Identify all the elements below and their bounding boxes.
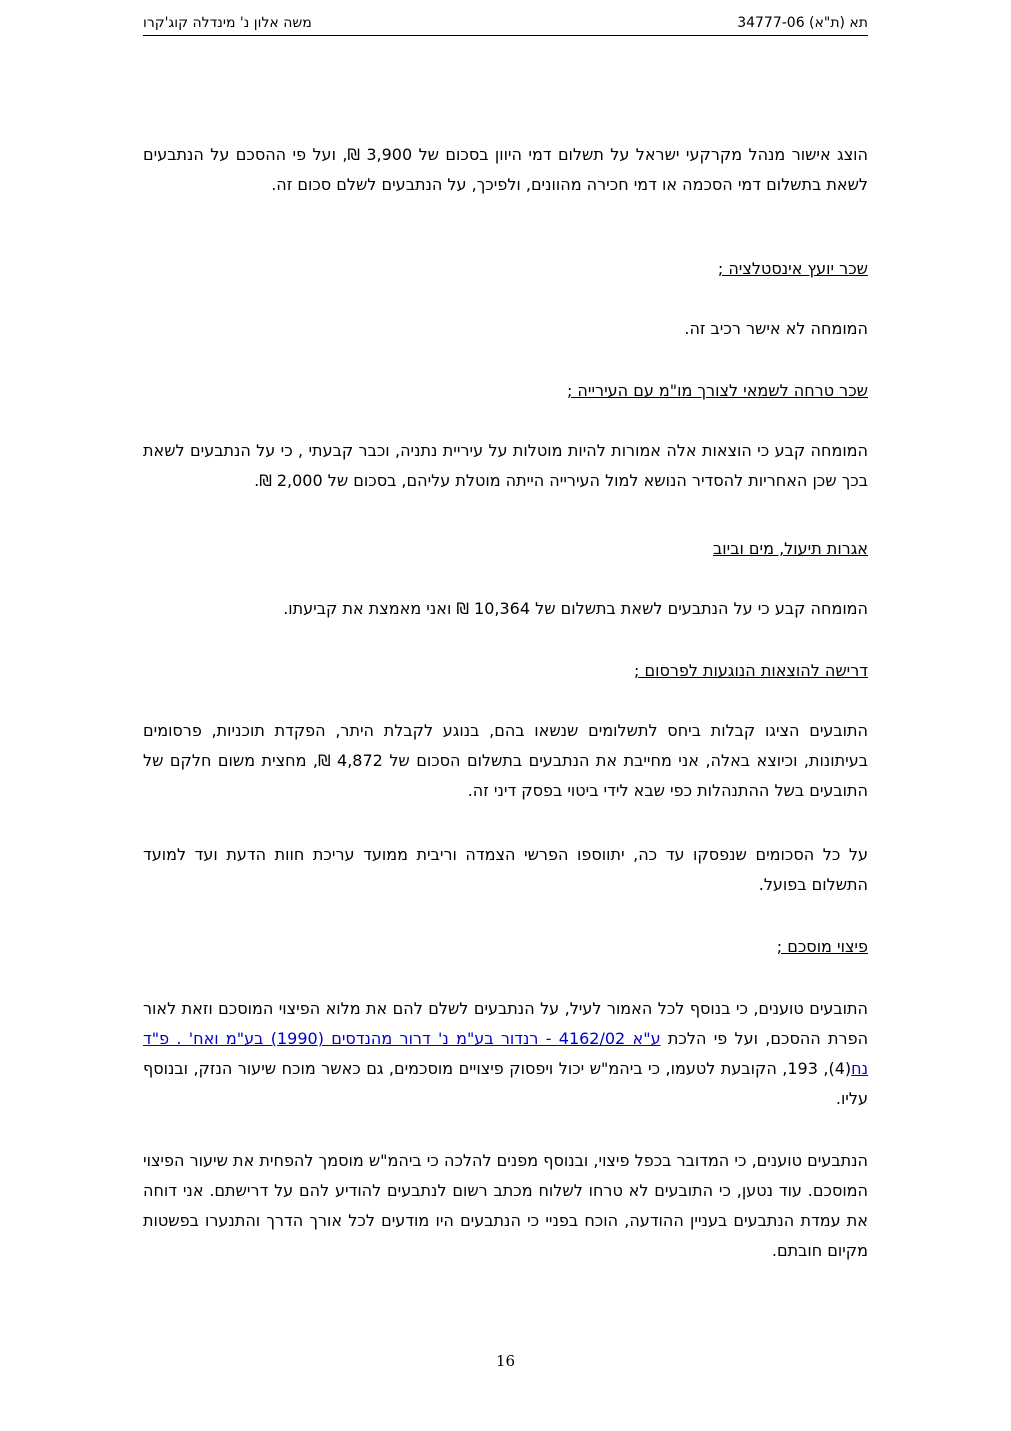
claim-text-start: התובעים טוענים, כי בנוסף לכל האמור לעיל, על הנתבעים לשלם להם את מלוא הפיצוי המוסכם וזאת לאור הפרת ההסכם, ועל פי הלכת [143,999,869,1048]
paragraph-installation-consultant: המומחה לא אישר רכיב זה. [684,319,868,338]
claim-text-end: (4), 193, הקובעת לטעמו, כי ביהמ"ש יכול ויפסוק פיצויים מוסכמים, גם כאשר מוכח שיעור הנזק, ובנוסף עליו. [143,1059,868,1108]
case-law-link[interactable]: ע"א 4162/02 - רנדור בע"מ נ' דרור מהנדסים (1990) בע"מ ואח' . פ"ד נח [143,1029,868,1078]
case-number: תא (ת"א) 34777-06 [737,15,868,31]
paragraph-publication-expenses: התובעים הציגו קבלות ביחס לתשלומים שנשאו בהם, בנוגע לקבלת היתר, הפקדת תוכניות, פרסומים בעיתונות, וכיוצא באלה, אני מחייבת את הנתבעים בתשלום הסכום של 4,872 ₪, מחצית משום חלקם של התובעים בשל ההתנהלות כפי שבא לידי ביטוי בפסק דיני זה. [143,721,869,800]
paragraph-surveyor-fee: המומחה קבע כי הוצאות אלה אמורות להיות מוטלות על עיריית נתניה, וכבר קבעתי , כי על הנתבעים לשאת בכך שכן האחריות להסדיר הנושא למול העירייה הייתה מוטלת עליהם, בסכום של 2,000 ₪. [143,441,868,490]
page-header [143,10,868,36]
case-title: משה אלון נ' מינדלה קוג'קרו [143,15,312,31]
document-body [143,140,868,1296]
paragraph-interest-linkage: על כל הסכומים שנפסקו עד כה, יתווספו הפרשי הצמדה וריבית ממועד עריכת חוות הדעת ועד למועד התשלום בפועל. [143,845,868,894]
heading-agreed-compensation: פיצוי מוסכם ; [776,937,868,956]
heading-installation-consultant: שכר יועץ אינסטלציה ; [717,259,868,278]
heading-publication-expenses: דרישה להוצאות הנוגעות לפרסום ; [633,661,868,680]
heading-surveyor-fee: שכר טרחה לשמאי לצורך מו"מ עם העירייה ; [566,381,868,400]
page-number: 16 [495,1352,516,1370]
heading-municipal-fees: אגרות תיעול, מים וביוב [713,539,868,558]
paragraph-capitalization-fees: הוצג אישור מנהל מקרקעי ישראל על תשלום דמי היוון בסכום של 3,900 ₪, ועל פי ההסכם על הנתבעים לשאת בתשלום דמי הסכמה או דמי חכירה מהוונים, ולפיכך, על הנתבעים לשלם סכום זה. [143,145,868,194]
paragraph-defendants-claim: הנתבעים טוענים, כי המדובר בכפל פיצוי, ובנוסף מפנים להלכה כי ביהמ"ש מוסמך להפחית את שיעור הפיצוי המוסכם. עוד נטען, כי התובעים לא טרחו לשלוח מכתב רשום לנתבעים להודיע להם על דרישתם. אני דוחה את עמדת הנתבעים בעניין ההודעה, הוכח בפניי כי הנתבעים היו מודעים לכל אורך הדרך והתנערו בפשטות מקיום חובתם. [143,1151,868,1260]
paragraph-plaintiffs-claim [143,994,868,1114]
paragraph-municipal-fees: המומחה קבע כי על הנתבעים לשאת בתשלום של 10,364 ₪ ואני מאמצת את קביעתו. [283,599,868,618]
